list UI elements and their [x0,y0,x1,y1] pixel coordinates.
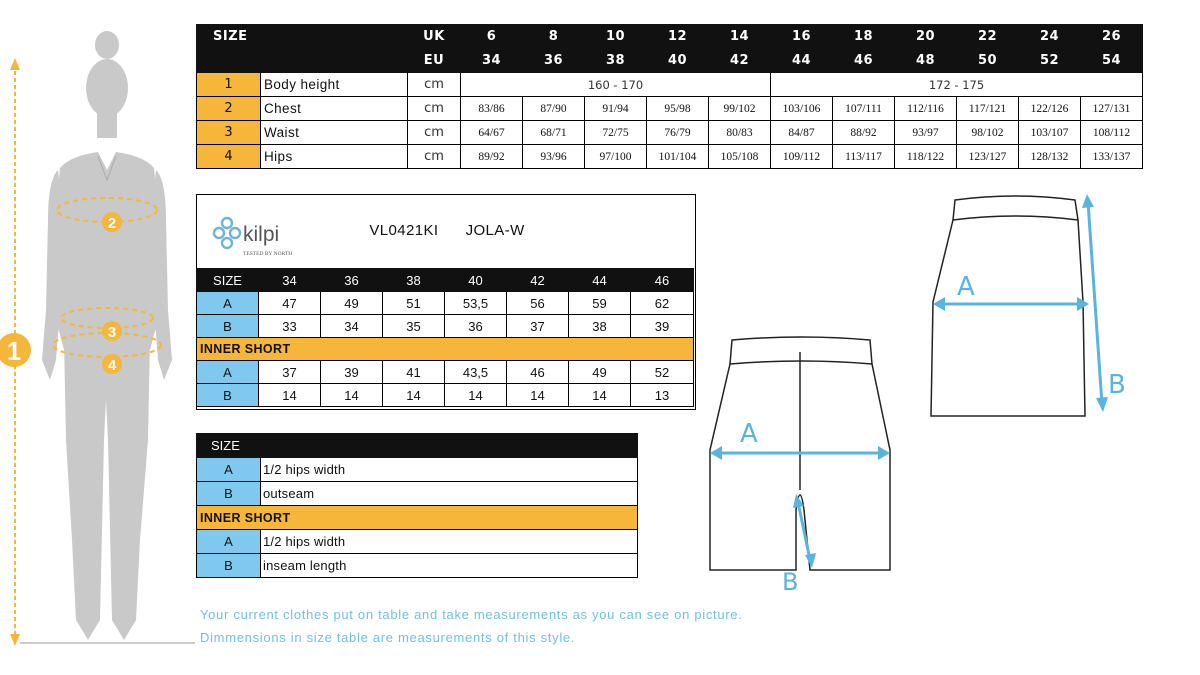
table-row [197,292,694,315]
cell: 49 [321,292,383,315]
uk-size: 10 [585,25,647,49]
cell: 113/117 [833,145,895,169]
row-key: A [197,292,259,315]
cell: 14 [507,384,569,407]
cell: 88/92 [833,121,895,145]
eu-size: 46 [833,49,895,73]
cell: 117/121 [957,97,1019,121]
product-model [197,222,697,239]
legend-desc: outseam [261,482,638,506]
cell: 84/87 [771,121,833,145]
legend-row [197,482,638,506]
legend-key: A [197,530,261,554]
cell: 122/126 [1019,97,1081,121]
logo-text: kilpi [243,223,280,246]
size: 46 [631,269,694,292]
legend-desc: inseam length [261,554,638,578]
uk-size: 26 [1081,25,1143,49]
cell: 38 [569,315,631,338]
legend-row [197,554,638,578]
cell: 109/112 [771,145,833,169]
row-unit: cm [408,73,461,97]
size-header-row [197,269,694,292]
legend-desc: 1/2 hips width [261,458,638,482]
body-measurement-figure [0,20,200,660]
row-index: 3 [197,121,261,145]
row-index: 1 [197,73,261,97]
measurement-legend [196,433,638,578]
cell: 37 [259,361,321,384]
cell: 14 [259,384,321,407]
cell: 76/79 [647,121,709,145]
legend-row [197,458,638,482]
uk-size-row [197,25,1143,49]
cell: 34 [321,315,383,338]
cell: 89/92 [461,145,523,169]
cell: 91/94 [585,97,647,121]
uk-size: 22 [957,25,1019,49]
chest-row [197,97,1143,121]
skirt-diagram [925,190,1140,425]
skirt-label-b: B [1108,370,1126,400]
eu-size-row [197,49,1143,73]
marker-2: 2 [107,215,117,232]
shorts-label-b: B [782,568,799,595]
inner-short-row [197,506,638,530]
table-row [197,384,694,407]
row-label: Waist [261,121,408,145]
legend-key: B [197,482,261,506]
cell: 83/86 [461,97,523,121]
cell: 13 [631,384,694,407]
cell: 103/107 [1019,121,1081,145]
cell: 64/67 [461,121,523,145]
size: 40 [445,269,507,292]
eu-size: 40 [647,49,709,73]
cell: 80/83 [709,121,771,145]
cell: 56 [507,292,569,315]
cell: 127/131 [1081,97,1143,121]
cell: 107/111 [833,97,895,121]
cell: 51 [383,292,445,315]
cell: 33 [259,315,321,338]
legend-desc: 1/2 hips width [261,530,638,554]
size: 42 [507,269,569,292]
product-name: JOLA-W [465,222,525,239]
cell: 108/112 [1081,121,1143,145]
uk-size: 8 [523,25,585,49]
product-measurements [196,268,694,407]
cell: 62 [631,292,694,315]
legend-row [197,530,638,554]
cell: 46 [507,361,569,384]
cell: 36 [445,315,507,338]
table-row [197,315,694,338]
row-index: 2 [197,97,261,121]
product-code: VL0421KI [369,222,439,239]
cell: 98/102 [957,121,1019,145]
cell: 97/100 [585,145,647,169]
cell: 43,5 [445,361,507,384]
cell: 41 [383,361,445,384]
shorts-diagram [702,330,902,595]
cell: 93/97 [895,121,957,145]
cell: 95/98 [647,97,709,121]
cell: 105/108 [709,145,771,169]
size-header: SIZE [197,269,259,292]
cell: 14 [383,384,445,407]
uk-label: UK [408,25,461,49]
eu-size: 34 [461,49,523,73]
cell: 37 [507,315,569,338]
measurement-note: Dimmensions in size table are measurements of this style. [200,630,576,645]
eu-size: 38 [585,49,647,73]
cell: 99/102 [709,97,771,121]
cell: 87/90 [523,97,585,121]
cell: 14 [569,384,631,407]
inner-short-label: INNER SHORT [197,338,694,361]
uk-size: 18 [833,25,895,49]
eu-size: 52 [1019,49,1081,73]
cell: 14 [445,384,507,407]
cell: 128/132 [1019,145,1081,169]
eu-size: 36 [523,49,585,73]
cell: 133/137 [1081,145,1143,169]
size-header: SIZE [197,25,408,49]
height-range: 172 - 175 [771,73,1143,97]
eu-size: 48 [895,49,957,73]
shorts-label-a: A [740,419,758,449]
inner-short-label: INNER SHORT [197,506,638,530]
waist-row [197,121,1143,145]
row-unit: cm [408,121,461,145]
cell: 72/75 [585,121,647,145]
cell: 53,5 [445,292,507,315]
uk-size: 6 [461,25,523,49]
legend-key: B [197,554,261,578]
hips-row [197,145,1143,169]
measurement-instruction: Your current clothes put on table and take measurements as you can see on picture. [200,607,743,622]
skirt-label-a: A [957,272,975,302]
cell: 59 [569,292,631,315]
cell: 118/122 [895,145,957,169]
legend-header: SIZE [197,434,638,458]
marker-3: 3 [107,324,117,341]
cell: 39 [321,361,383,384]
product-size-table [196,194,696,410]
row-label: Body height [261,73,408,97]
cell: 103/106 [771,97,833,121]
size: 34 [259,269,321,292]
general-size-chart [196,24,1143,169]
uk-size: 12 [647,25,709,49]
uk-size: 16 [771,25,833,49]
marker-1: 1 [6,336,22,366]
cell: 49 [569,361,631,384]
cell: 35 [383,315,445,338]
marker-4: 4 [107,357,117,374]
table-row [197,361,694,384]
size: 36 [321,269,383,292]
row-label: Chest [261,97,408,121]
cell: 101/104 [647,145,709,169]
row-index: 4 [197,145,261,169]
cell: 39 [631,315,694,338]
row-key: A [197,361,259,384]
row-unit: cm [408,145,461,169]
inner-short-row [197,338,694,361]
size: 38 [383,269,445,292]
uk-size: 20 [895,25,957,49]
size: 44 [569,269,631,292]
eu-size: 42 [709,49,771,73]
cell: 93/96 [523,145,585,169]
legend-key: A [197,458,261,482]
logo-tagline: TESTED BY NORTH [243,251,293,257]
row-unit: cm [408,97,461,121]
eu-size: 54 [1081,49,1143,73]
row-key: B [197,315,259,338]
eu-label: EU [408,49,461,73]
cell: 123/127 [957,145,1019,169]
eu-size: 50 [957,49,1019,73]
eu-size: 44 [771,49,833,73]
cell: 14 [321,384,383,407]
cell: 47 [259,292,321,315]
legend-header-row [197,434,638,458]
uk-size: 14 [709,25,771,49]
cell: 52 [631,361,694,384]
row-label: Hips [261,145,408,169]
body-height-row [197,73,1143,97]
row-key: B [197,384,259,407]
uk-size: 24 [1019,25,1081,49]
cell: 68/71 [523,121,585,145]
cell: 112/116 [895,97,957,121]
height-range: 160 - 170 [461,73,771,97]
